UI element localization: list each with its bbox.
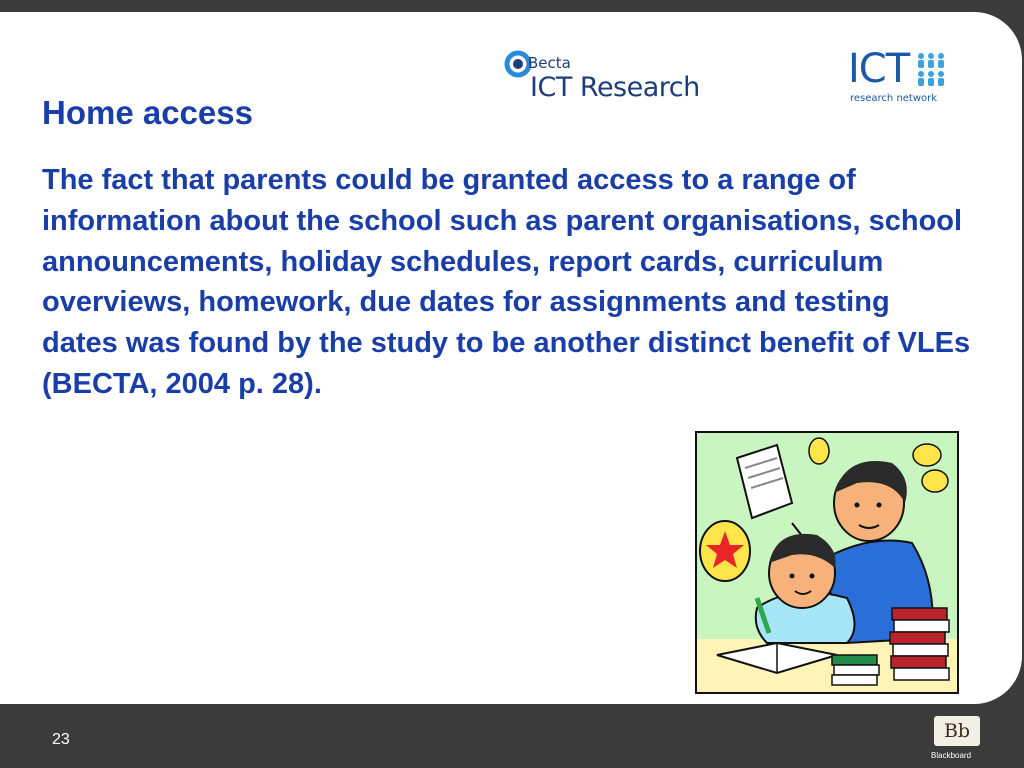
clipart-illustration: [695, 431, 959, 694]
slide-body-text: The fact that parents could be granted access to a range of information about the school such as parent organisations, school announcements, holiday schedules, report cards, curriculum overviews, homework, due dates for assignments and testing dates was found by the study to be another distinct benefit of VLEs (BECTA, 2004 p. 28).: [42, 164, 971, 400]
question-bubble-icon: [922, 470, 948, 492]
ict-network-wordmark: ICT: [848, 46, 910, 92]
star-speech-bubble-icon: [700, 521, 750, 581]
page-number: 23: [52, 731, 70, 748]
blackboard-label: Blackboard: [931, 751, 972, 760]
blackboard-logo: Bb: [934, 716, 980, 746]
ict-network-subtitle: research network: [850, 93, 938, 104]
people-network-icon: [916, 52, 946, 90]
footer-band: [0, 704, 1024, 768]
slide-heading: Home access: [42, 94, 253, 131]
ict-research-wordmark: ICT Research: [530, 72, 700, 103]
open-book-icon: [737, 445, 792, 518]
parent-child-homework-icon: [697, 433, 957, 692]
becta-wordmark: Becta: [528, 54, 571, 72]
